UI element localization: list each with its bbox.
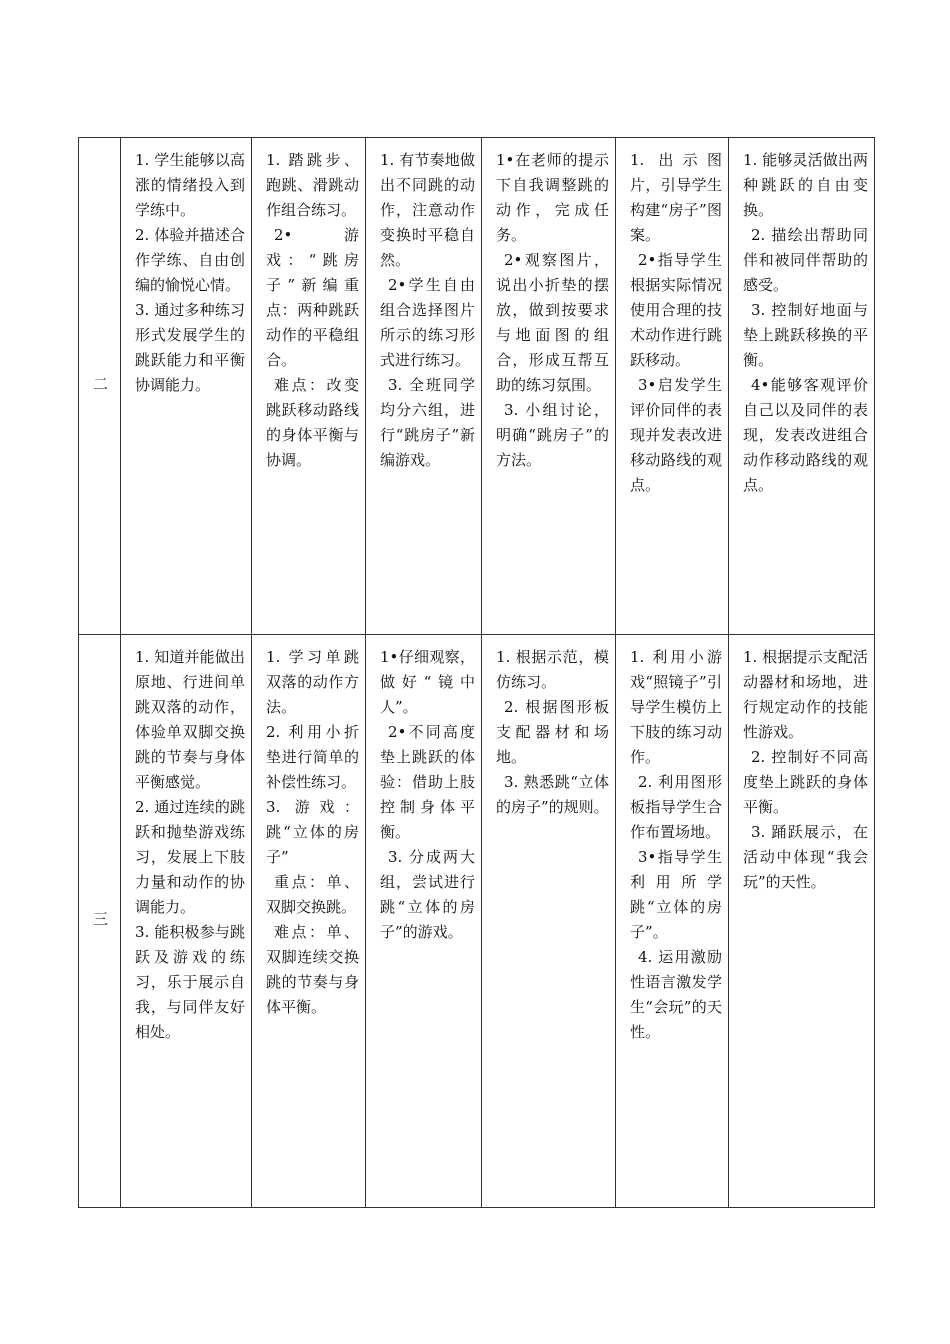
cell-item: 3. 能积极参与跳跃及游戏的练习，乐于展示自我，与同伴友好相处。: [135, 923, 245, 1041]
table-row: [79, 635, 875, 1208]
content-cell: [252, 635, 366, 1208]
cell-item: 1. 踏跳步、跑跳、滑跳动作组合练习。: [266, 151, 359, 219]
cell-item: 3. 熟悉跳“立体的房子”的规则。: [496, 773, 609, 816]
cell-item: 重点：单、双脚交换跳。: [266, 873, 359, 916]
cell-item: 难点：改变跳跃移动路线的身体平衡与协调。: [266, 376, 359, 469]
cell-item: 1. 知道并能做出原地、行进间单跳双落的动作，体验单双脚交换跳的节奏与身体平衡感觉。: [135, 648, 245, 791]
cell-item: 3. 全班同学均分六组，进行“跳房子”新编游戏。: [380, 376, 475, 469]
lesson-number-cell: [79, 138, 121, 635]
cell-item: 1. 能够灵活做出两种跳跃的自由变换。: [743, 151, 868, 219]
cell-item: 4•能够客观评价自己以及同伴的表现，发表改进组合动作移动路线的观点。: [743, 376, 868, 494]
cell-item: 2. 利用图形板指导学生合作布置场地。: [630, 773, 722, 841]
cell-item: 2•学生自由组合选择图片所示的练习形式进行练习。: [380, 276, 475, 369]
cell-item: 1•在老师的提示下自我调整跳的动作，完成任务。: [496, 151, 609, 244]
cell-item: 3•指导学生利用所学跳“立体的房子”。: [630, 848, 722, 941]
cell-item: 1. 学生能够以高涨的情绪投入到学练中。: [135, 151, 245, 219]
cell-item: 1. 根据示范，模仿练习。: [496, 648, 609, 691]
cell-item: 1. 有节奏地做出不同跳的动作，注意动作变换时平稳自然。: [380, 151, 475, 269]
evaluation-cell: [729, 138, 875, 635]
cell-item: 2. 控制好不同高度垫上跳跃的身体平衡。: [743, 748, 868, 816]
lesson-number-cell: [79, 635, 121, 1208]
content-cell: [252, 138, 366, 635]
cell-item: 2. 根据图形板支配器材和场地。: [496, 698, 609, 766]
lesson-plan-table: [78, 137, 875, 1208]
cell-item: 2. 描绘出帮助同伴和被同伴帮助的感受。: [743, 226, 868, 294]
activity-cell: [366, 635, 482, 1208]
lesson-number: 二: [91, 375, 109, 391]
teacher-cell: [616, 635, 729, 1208]
cell-item: 3•启发学生评价同伴的表现并发表改进移动路线的观点。: [630, 376, 722, 494]
activity-cell: [366, 138, 482, 635]
student-cell: [482, 138, 616, 635]
cell-item: 3. 踊跃展示，在活动中体现“我会玩”的天性。: [743, 823, 868, 891]
evaluation-cell: [729, 635, 875, 1208]
cell-item: 2•游戏：“跳房子”新编重点：两种跳跃动作的平稳组合。: [266, 226, 359, 369]
table-row: [79, 138, 875, 635]
cell-item: 2. 通过连续的跳跃和抛垫游戏练习，发展上下肢力量和动作的协调能力。: [135, 798, 245, 916]
teacher-cell: [616, 138, 729, 635]
student-cell: [482, 635, 616, 1208]
lesson-number: 三: [91, 910, 109, 926]
cell-item: 1. 学习单跳双落的动作方法。: [266, 648, 359, 716]
cell-item: 2. 利用小折垫进行简单的补偿性练习。: [266, 723, 359, 791]
cell-item: 3. 游戏：跳“立体的房子”: [266, 798, 359, 866]
cell-item: 3. 通过多种练习形式发展学生的跳跃能力和平衡协调能力。: [135, 301, 245, 394]
cell-item: 1•仔细观察，做好“镜中人”。: [380, 648, 475, 716]
objectives-cell: [121, 635, 252, 1208]
cell-item: 2•观察图片，说出小折垫的摆放，做到按要求与地面图的组合，形成互帮互助的练习氛围。: [496, 251, 609, 394]
cell-item: 2•指导学生根据实际情况使用合理的技术动作进行跳跃移动。: [630, 251, 722, 369]
cell-item: 3. 小组讨论，明确“跳房子”的方法。: [496, 401, 609, 469]
cell-item: 2•不同高度垫上跳跃的体验：借助上肢控制身体平衡。: [380, 723, 475, 841]
cell-item: 3. 分成两大组，尝试进行跳“立体的房子”的游戏。: [380, 848, 475, 941]
cell-item: 4. 运用激励性语言激发学生“会玩”的天性。: [630, 948, 722, 1041]
cell-item: 3. 控制好地面与垫上跳跃移换的平衡。: [743, 301, 868, 369]
cell-item: 1. 利用小游戏“照镜子”引导学生模仿上下肢的练习动作。: [630, 648, 722, 766]
cell-item: 1. 出示图片，引导学生构建“房子”图案。: [630, 151, 722, 244]
cell-item: 2. 体验并描述合作学练、自由创编的愉悦心情。: [135, 226, 245, 294]
cell-item: 难点：单、双脚连续交换跳的节奏与身体平衡。: [266, 923, 359, 1016]
objectives-cell: [121, 138, 252, 635]
cell-item: 1. 根据提示支配活动器材和场地，进行规定动作的技能性游戏。: [743, 648, 868, 741]
